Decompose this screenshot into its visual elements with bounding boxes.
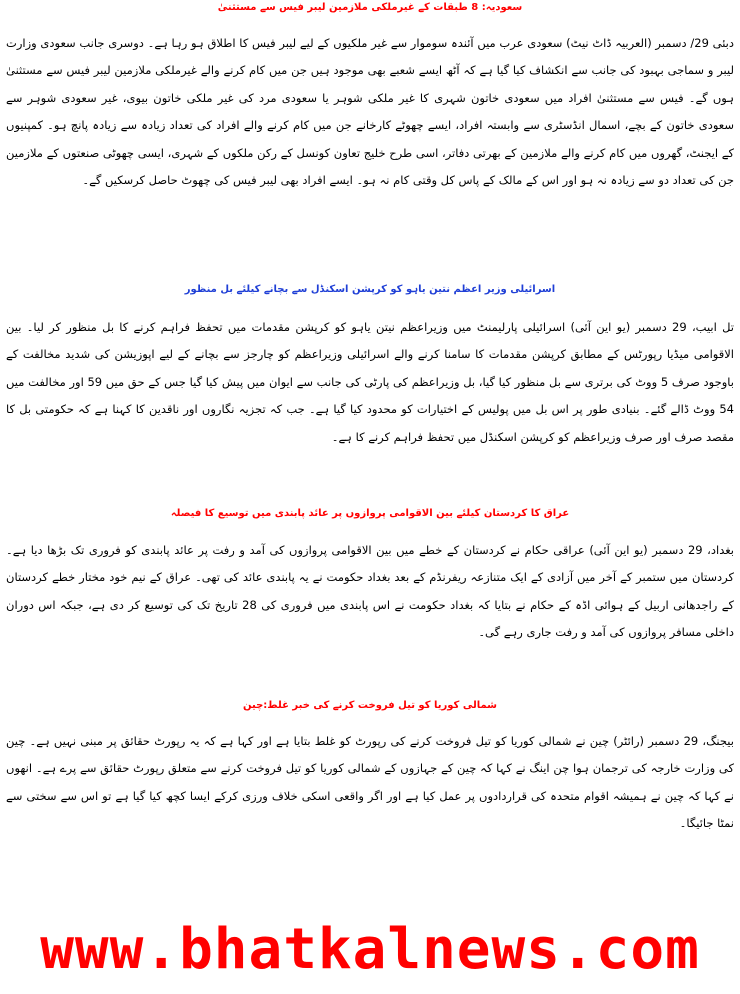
article-headline: عراق کا کردستان کیلئے بین الاقوامی پروازوں پر عائد پابندی میں توسیع کا فیصلہ	[170, 508, 570, 519]
article-headline: سعودیہ: 8 طبقات کے غیرملکی ملازمین لیبر فیس سے مستثنیٰ	[217, 2, 523, 13]
article-iraq-kurdistan-flights	[0, 508, 740, 647]
article-headline: شمالی کوریا کو تیل فروخت کرنے کی خبر غلط:چین	[243, 700, 497, 711]
article-body: بیجنگ، 29 دسمبر (رائٹر) چین نے شمالی کوریا کو تیل فروخت کرنے کی رپورٹ کو غلط بتایا ہے اور کہا ہے کہ یہ رپورٹ حقائق پر مبنی نہیں ہے۔ چین کی وزارت خارجہ کی ترجمان ہوا چن اینگ نے کہا کہ چین کے جہازوں کے شمالی کوریا کو تیل فروخت کرنے سے متعلق رپورٹ حقائق سے پرے ہے۔ انھوں نے کہا کہ چین نے ہمیشہ اقوام متحدہ کی قراردادوں پر عمل کیا ہے اور اگر واقعی اسکی خلاف ورزی کرکے ایسا کچھ کیا گیا ہے تو اس سے سختی سے نمٹا جائیگا۔	[6, 733, 734, 830]
article-israel-pm-bill	[0, 284, 740, 451]
website-banner: www.bhatkalnews.com	[40, 917, 700, 982]
article-body: دبئی 29/ دسمبر (العربیہ ڈاٹ نیٹ) سعودی عرب میں آئندہ سوموار سے غیر ملکیوں کے لیے لیبر فیس کا اطلاق ہو رہا ہے۔ دوسری جانب سعودی وزارت لیبر و سماجی بہبود کی جانب سے انکشاف کیا گیا ہے کہ آٹھ ایسے شعبے بھی موجود ہیں جن میں کام کرنے والے غیرملکی ملازمین لیبر فیس سے مستثنیٰ ہوں گے۔ فیس سے مستثنیٰ افراد میں سعودی خاتون شہری کا غیر ملکی شوہر یا سعودی مرد کی غیر ملکی خاتون بیوی، غیر سعودی شوہر سے سعودی خاتون کے بچے، اسمال انڈسٹری سے وابستہ افراد، ایسے چھوٹے کارخانے جن میں کام کرنے والے افراد کی تعداد زیادہ سے زیادہ پانچ ہو۔ کمپنیوں کے ایجنٹ، گھروں میں کام کرنے والے ملازمین کے بھرتی دفاتر، اسی طرح خلیج تعاون کونسل کے رکن ملکوں کے شہری، ایسی چھوٹی صنعتوں کے ملازمین جن کی تعداد دو سے زیادہ نہ ہو اور اس کے مالک کے پاس کل وقتی کام نہ ہو۔ ایسے افراد بھی لیبر فیس کی چھوٹ حاصل کرسکیں گے۔	[6, 35, 734, 187]
article-china-north-korea-oil	[0, 700, 740, 838]
article-body: تل ابیب، 29 دسمبر (یو این آئی) اسرائیلی پارلیمنٹ میں وزیراعظم نیتن یاہو کو کرپشن مقدمات میں تحفظ فراہم کرنے کا بل منظور کر لیا۔ بین الاقوامی میڈیا رپورٹس کے مطابق کرپشن مقدمات کا سامنا کرنے والے اسرائیلی وزیراعظم کو چارجز سے بچانے کے لیے اپوزیشن کی شدید مخالفت کے باوجود صرف 5 ووٹ کی برتری سے بل منظور کیا گیا، بل وزیراعظم کی پارٹی کی جانب سے ایوان میں پیش کیا گیا جس کے حق میں 59 اور مخالفت میں 54 ووٹ ڈالے گئے۔ بنیادی طور پر اس بل میں پولیس کے اختیارات کو محدود کیا گیا ہے۔ جب کہ تجزیہ نگاروں اور ناقدین کا کہنا ہے کہ حکومتی بل کا مقصد صرف اور صرف وزیراعظم کو کرپشن اسکنڈل میں تحفظ فراہم کرنے کا ہے۔	[6, 319, 735, 444]
article-saudi-labor-fee	[0, 2, 740, 195]
article-body: بغداد، 29 دسمبر (یو این آئی) عراقی حکام نے کردستان کے خطے میں بین الاقوامی پروازوں کی آمد و رفت پر عائد پابندی کو فروری تک بڑھا دیا ہے۔ کردستان میں ستمبر کے آخر میں آزادی کے ایک متنازعہ ریفرنڈم کے بعد بغداد حکومت نے یہ پابندی عائد کی تھی۔ عراق کے نیم خود مختار خطے کردستان کے راجدھانی اربیل کے ہوائی اڈہ کے حکام نے بتایا کہ بغداد حکومت نے اس پابندی میں فروری کی 28 تاریخ تک کی توسیع کر دی ہے، جبکہ اس دوران داخلی مسافر پروازوں کی آمد و رفت جاری رہے گی۔	[6, 542, 734, 639]
article-headline: اسرائیلی وزیر اعظم نتین یاہو کو کرپشن اسکنڈل سے بچانے کیلئے بل منظور	[184, 284, 556, 295]
